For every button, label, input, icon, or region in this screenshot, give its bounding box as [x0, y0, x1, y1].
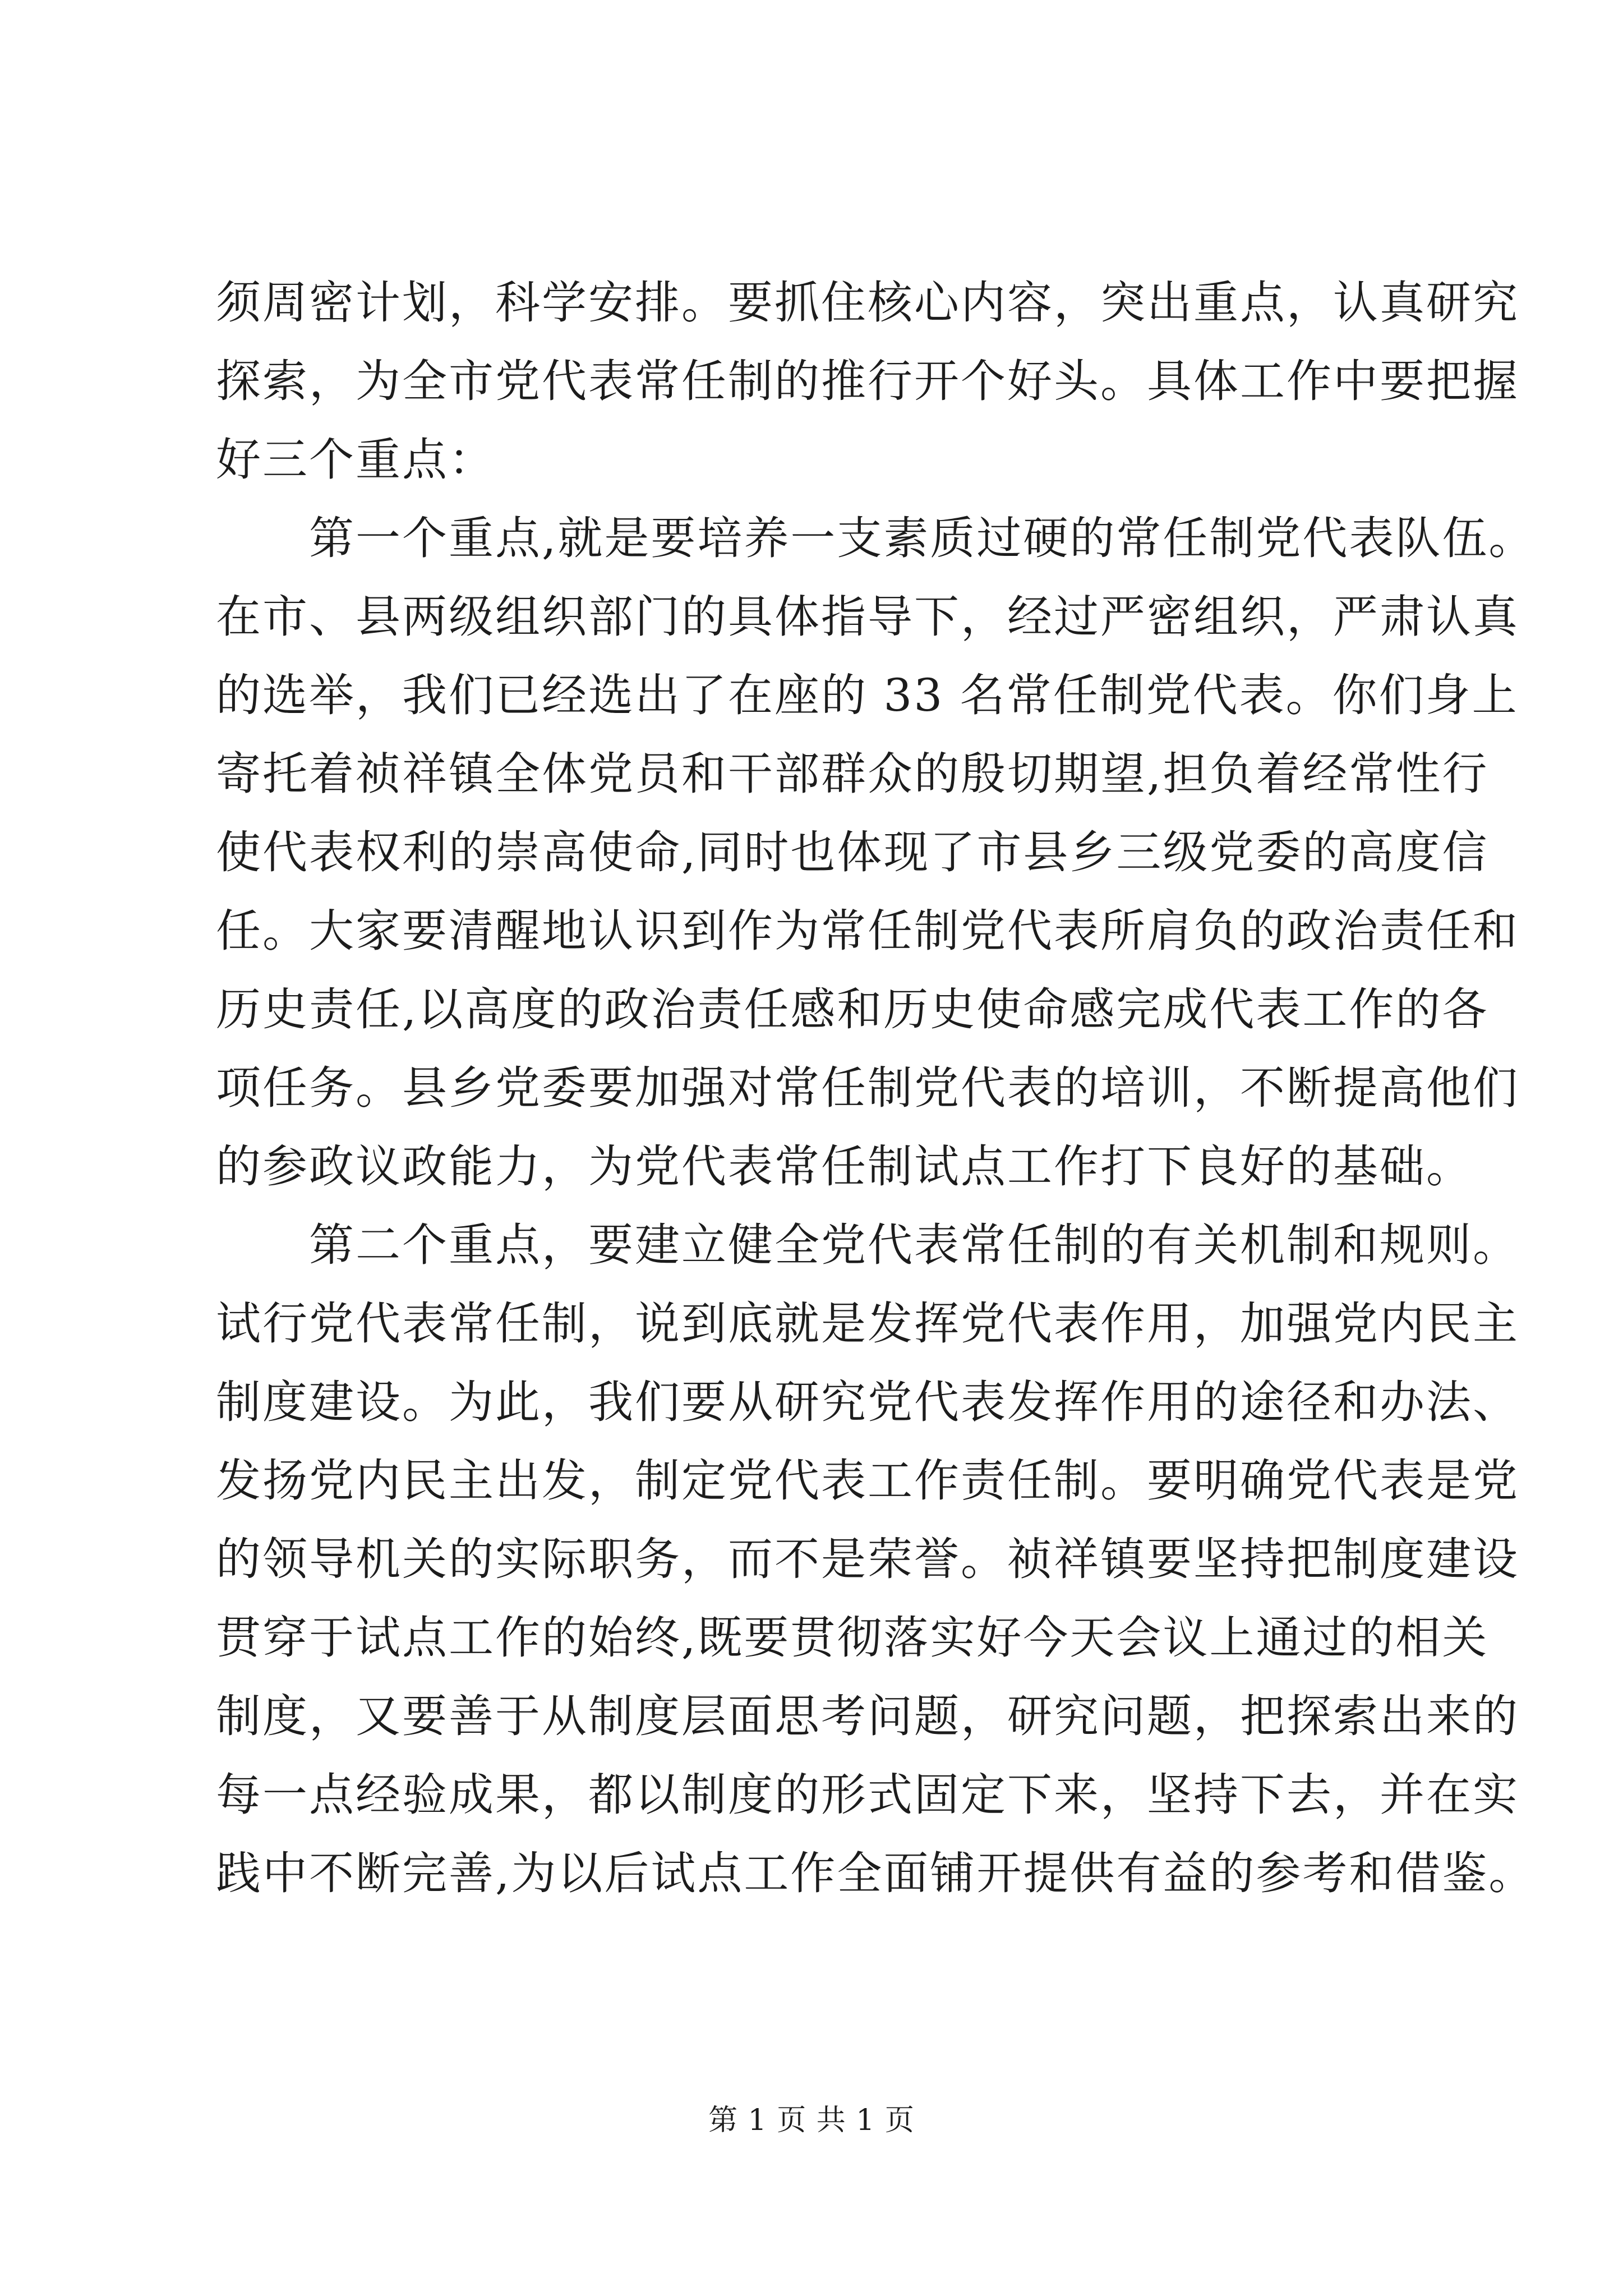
page-number-label: 第 1 页 共 1 页 — [708, 2104, 915, 2137]
text-line: 项任务。县乡党委要加强对常任制党代表的培训，不断提高他们 — [216, 1062, 1519, 1114]
text-line: 制度，又要善于从制度层面思考问题，研究问题，把探索出来的 — [216, 1690, 1519, 1742]
text-line: 寄托着祯祥镇全体党员和干部群众的殷切期望,担负着经常性行 — [216, 748, 1489, 800]
text-line: 试行党代表常任制，说到底就是发挥党代表作用，加强党内民主 — [216, 1297, 1519, 1350]
text-line: 贯穿于试点工作的始终,既要贯彻落实好今天会议上通过的相关 — [216, 1612, 1489, 1664]
text-line: 好三个重点： — [216, 434, 495, 486]
body-text — [216, 264, 1536, 1913]
text-line: 使代表权利的崇高使命,同时也体现了市县乡三级党委的高度信 — [216, 826, 1489, 878]
text-line: 每一点经验成果，都以制度的形式固定下来，坚持下去，并在实 — [216, 1769, 1519, 1821]
text-line: 践中不断完善,为以后试点工作全面铺开提供有益的参考和借鉴。 — [216, 1847, 1536, 1899]
text-line: 发扬党内民主出发，制定党代表工作责任制。要明确党代表是党 — [216, 1455, 1519, 1507]
text-line: 制度建设。为此，我们要从研究党代表发挥作用的途径和办法、 — [216, 1376, 1519, 1428]
text-line: 历史责任,以高度的政治责任感和历史使命感完成代表工作的各 — [216, 983, 1489, 1036]
text-line: 须周密计划，科学安排。要抓住核心内容，突出重点，认真研究 — [216, 277, 1519, 329]
page-footer — [0, 2101, 1623, 2140]
text-line: 第一个重点,就是要培养一支素质过硬的常任制党代表队伍。 — [216, 512, 1536, 564]
text-line: 在市、县两级组织部门的具体指导下，经过严密组织，严肃认真 — [216, 591, 1519, 643]
text-line: 的选举，我们已经选出了在座的 33 名常任制党代表。你们身上 — [216, 669, 1519, 721]
text-line: 第二个重点，要建立健全党代表常任制的有关机制和规则。 — [216, 1219, 1519, 1271]
text-line: 探索，为全市党代表常任制的推行开个好头。具体工作中要把握 — [216, 355, 1519, 407]
text-line: 的参政议政能力，为党代表常任制试点工作打下良好的基础。 — [216, 1140, 1473, 1193]
text-line: 的领导机关的实际职务，而不是荣誉。祯祥镇要坚持把制度建设 — [216, 1533, 1519, 1585]
text-line: 任。大家要清醒地认识到作为常任制党代表所肩负的政治责任和 — [216, 905, 1519, 957]
